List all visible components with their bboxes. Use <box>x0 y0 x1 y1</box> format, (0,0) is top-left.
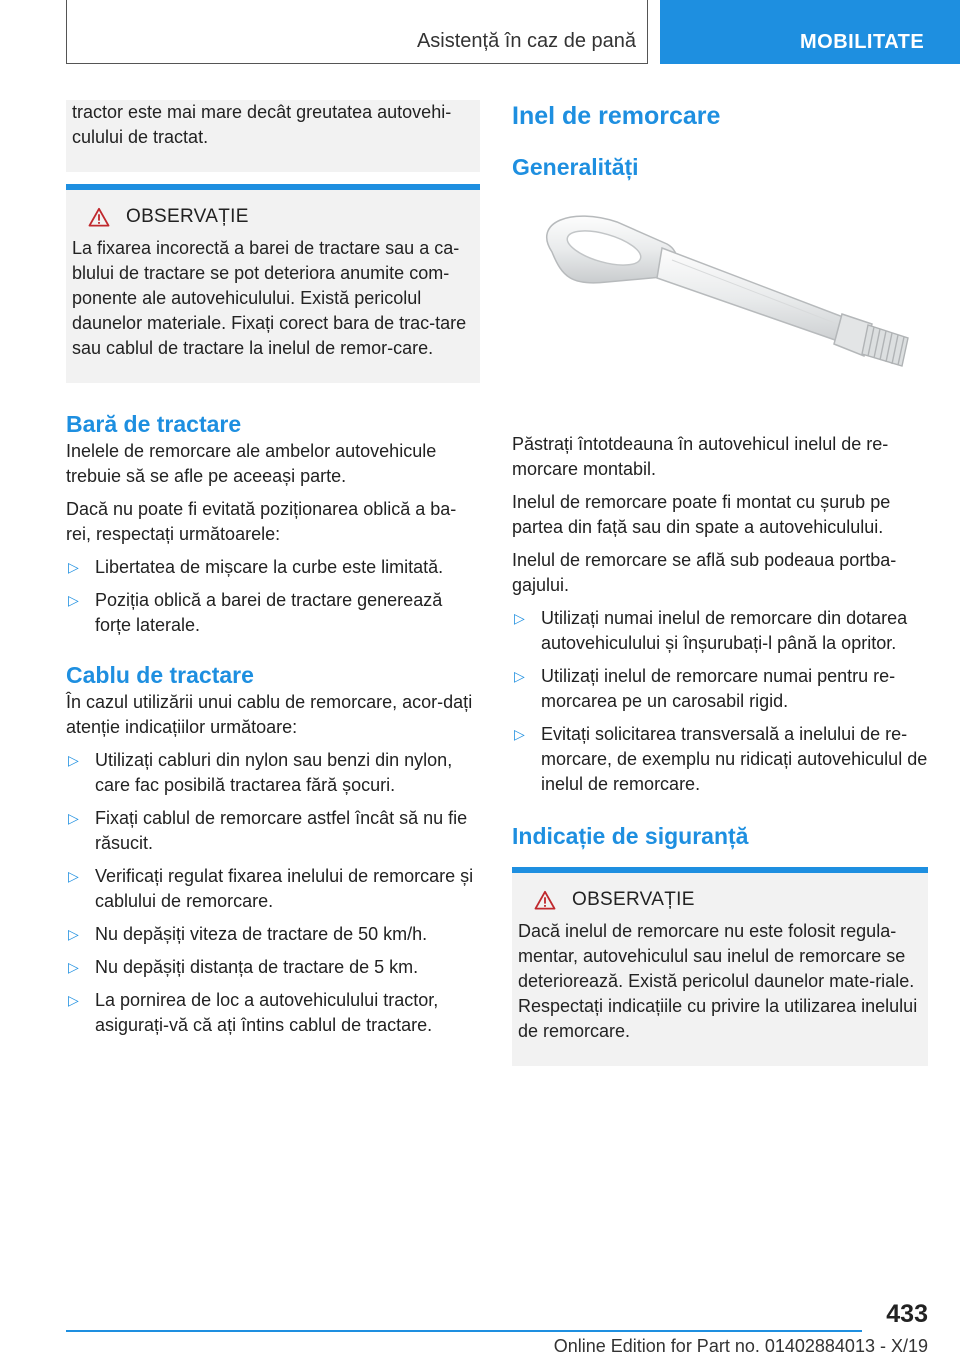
list-item-text: Nu depășiți distanța de tractare de 5 km. <box>95 957 419 977</box>
warning-header <box>518 887 920 913</box>
continued-text-box <box>66 100 480 172</box>
inel-paragraph-3: Inelul de remorcare se află sub podeaua portba-gajului. <box>512 550 897 595</box>
triangle-bullet-icon: ▷ <box>68 752 79 768</box>
footer-edition-text: Online Edition for Part no. 01402884013 - X/19 <box>553 1336 928 1356</box>
right-column <box>512 100 928 1066</box>
list-item-text: Fixați cablul de remorcare astfel încât să nu fie răsucit. <box>95 808 468 853</box>
section-heading-cablu: Cablu de tractare <box>66 662 254 688</box>
bara-paragraph-2: Dacă nu poate fi evitată poziționarea oblică a ba-rei, respectați următoarele: <box>66 499 457 544</box>
cablu-paragraph-1: În cazul utilizării unui cablu de remorcare, acor-dați atenție indicațiilor următoare: <box>66 692 473 737</box>
list-item-text: Verificați regulat fixarea inelului de remorcare și cablului de remorcare. <box>95 866 474 911</box>
list-item-text: Libertatea de mișcare la curbe este limitată. <box>95 557 444 577</box>
list-item <box>66 955 480 980</box>
triangle-bullet-icon: ▷ <box>68 868 79 884</box>
list-item <box>66 748 480 798</box>
inel-paragraph-2: Inelul de remorcare poate fi montat cu șurub pe partea din față sau din spate a autovehiculului. <box>512 492 891 537</box>
triangle-bullet-icon: ▷ <box>68 592 79 608</box>
triangle-bullet-icon: ▷ <box>68 810 79 826</box>
safety-warning-text: Dacă inelul de remorcare nu este folosit regula-mentar, autovehiculul sau inelul de remorcare se deteriorează. Există pericolul daunelor mate-riale. Respectați indicațiile cu privire la utilizarea inelului de remorcare. <box>518 921 918 1041</box>
bara-paragraph-1: Inelele de remorcare ale ambelor autovehicule trebuie să se afle pe aceeași parte. <box>66 441 437 486</box>
list-item <box>66 588 480 638</box>
triangle-bullet-icon: ▷ <box>68 926 79 942</box>
list-item <box>66 806 480 856</box>
list-item <box>512 722 928 797</box>
warning-triangle-icon <box>88 207 110 227</box>
list-item-text: Evitați solicitarea transversală a inelului de re-morcare, de exemplu nu ridicați autovehiculul de inelul de remorcare. <box>541 724 928 794</box>
warning-triangle-icon <box>534 890 556 910</box>
section-heading-siguranta: Indicație de siguranță <box>512 823 749 849</box>
list-item <box>512 664 928 714</box>
triangle-bullet-icon: ▷ <box>68 992 79 1008</box>
inel-paragraph-1: Păstrați întotdeauna în autovehicul inelul de re-morcare montabil. <box>512 434 889 479</box>
section-heading-bara: Bară de tractare <box>66 411 242 437</box>
section-heading-inel: Inel de remorcare <box>512 102 721 130</box>
list-item-text: La pornirea de loc a autovehiculului tractor, asigurați-vă că ați întins cablul de tractare. <box>95 990 439 1035</box>
triangle-bullet-icon: ▷ <box>68 959 79 975</box>
subheading-generalitati: Generalități <box>512 154 639 180</box>
left-column <box>66 100 480 1046</box>
warning-label: OBSERVAȚIE <box>572 889 695 910</box>
safety-warning-box <box>512 867 928 1066</box>
list-item-text: Utilizați numai inelul de remorcare din dotarea autovehiculului și înșurubați-l până la opritor. <box>541 608 908 653</box>
triangle-bullet-icon: ▷ <box>514 610 525 626</box>
warning-text: La fixarea incorectă a barei de tractare sau a ca-blului de tractare se pot deteriora anumite com-ponente ale autovehiculului. Există pericolul daunelor materiale. Fixați corect bara de trac-tare sau cablul de tractare la inelul de remor-care. <box>72 238 467 358</box>
list-item-text: Nu depășiți viteza de tractare de 50 km/h. <box>95 924 428 944</box>
footer-divider <box>66 1330 862 1332</box>
list-item <box>66 922 480 947</box>
list-item <box>66 555 480 580</box>
warning-label: OBSERVAȚIE <box>126 206 249 227</box>
list-item-text: Utilizați inelul de remorcare numai pentru re-morcarea pe un carosabil rigid. <box>541 666 896 711</box>
continued-text: tractor este mai mare decât greutatea autovehi-culului de tractat. <box>72 102 452 147</box>
page-number: 433 <box>886 1300 928 1328</box>
triangle-bullet-icon: ▷ <box>514 726 525 742</box>
warning-header <box>72 204 472 230</box>
warning-box <box>66 184 480 383</box>
triangle-bullet-icon: ▷ <box>68 559 79 575</box>
triangle-bullet-icon: ▷ <box>514 668 525 684</box>
inel-list <box>512 606 928 797</box>
cablu-list <box>66 748 480 1038</box>
header-chapter-tab[interactable]: MOBILITATE <box>660 0 960 64</box>
bara-list <box>66 555 480 638</box>
list-item <box>66 988 480 1038</box>
header-section-title: Asistență în caz de pană <box>416 30 636 52</box>
list-item-text: Utilizați cabluri din nylon sau benzi din nylon, care fac posibilă tractarea fără șocuri. <box>95 750 453 795</box>
list-item-text: Poziția oblică a barei de tractare generează forțe laterale. <box>95 590 443 635</box>
towing-eye-illustration <box>512 182 928 432</box>
list-item <box>512 606 928 656</box>
list-item <box>66 864 480 914</box>
